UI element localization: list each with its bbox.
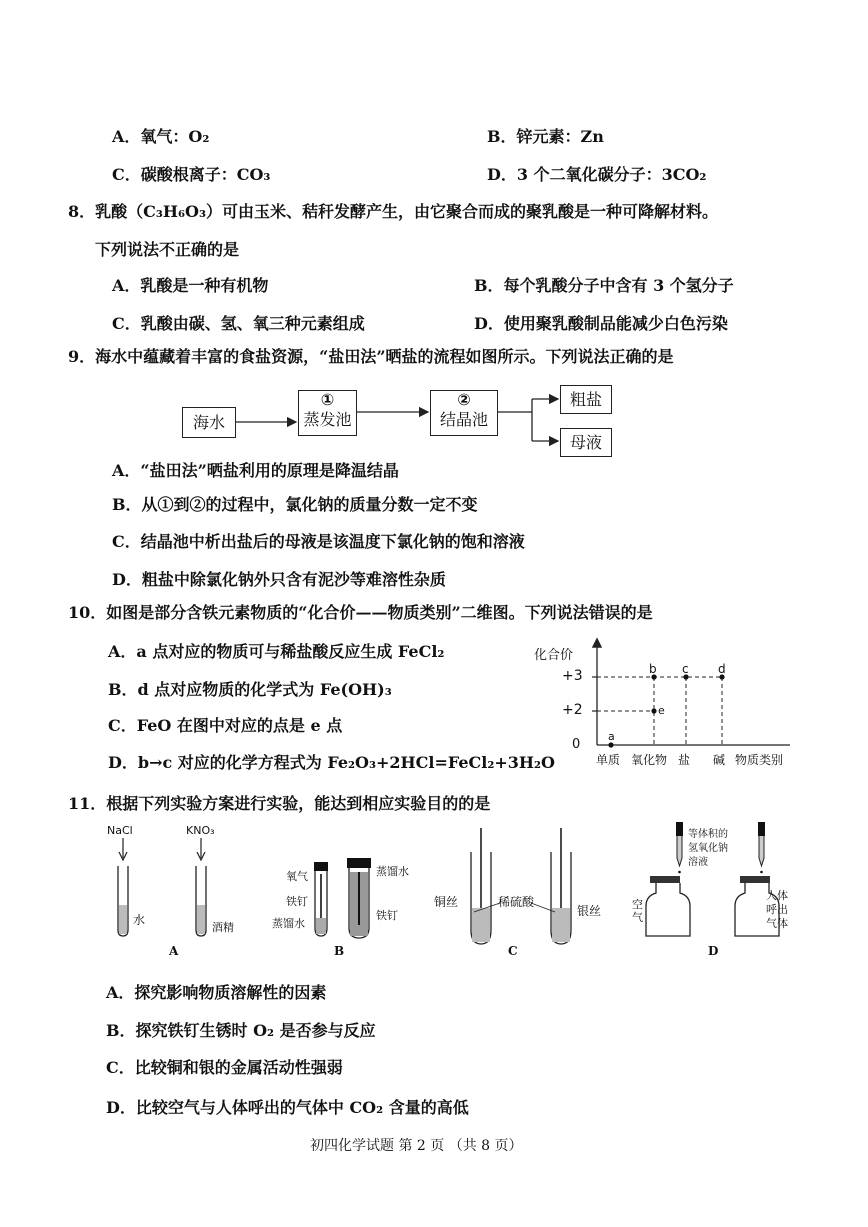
- q8-option-c: C．乳酸由碳、氢、氧三种元素组成: [112, 314, 365, 333]
- q9-stem: 9．海水中蕴藏着丰富的食盐资源，“盐田法”晒盐的流程如图所示。下列说法正确的是: [68, 347, 674, 366]
- point-a-label: a: [608, 730, 615, 743]
- figC-silver-label: 银丝: [577, 904, 602, 918]
- x-axis-label: 物质类别: [735, 753, 784, 767]
- q11-option-b: B．探究铁钉生锈时 O₂ 是否参与反应: [106, 1021, 376, 1040]
- q8-stem: 8．乳酸（C₃H₆O₃）可由玉米、秸秆发酵产生，由它聚合而成的聚乳酸是一种可降解材料。: [68, 202, 718, 221]
- y-tick-plus3: +3: [562, 668, 583, 684]
- crude-salt-box: 粗盐: [560, 385, 612, 414]
- q11-option-d: D．比较空气与人体呼出的气体中 CO₂ 含量的高低: [106, 1098, 469, 1117]
- pool1-number: ①: [320, 390, 335, 409]
- q11-stem: 11．根据下列实验方案进行实验，能达到相应实验目的的是: [68, 794, 491, 813]
- figC-acid-label: 稀硫酸: [498, 895, 535, 909]
- figA-kno3-label: KNO₃: [186, 824, 215, 837]
- point-b-label: b: [649, 662, 657, 676]
- q9-option-a: A．“盐田法”晒盐利用的原理是降温结晶: [112, 461, 399, 480]
- figD-note-line3: 溶液: [688, 857, 708, 868]
- q11-option-c: C．比较铜和银的金属活动性强弱: [106, 1058, 343, 1077]
- point-d-label: d: [718, 662, 726, 676]
- q8-stem-line2: 下列说法不正确的是: [95, 240, 240, 259]
- figure-c-caption: C: [508, 944, 518, 958]
- q10-stem: 10．如图是部分含铁元素物质的“化合价——物质类别”二维图。下列说法错误的是: [68, 603, 653, 622]
- q9-option-b: B．从①到②的过程中，氯化钠的质量分数一定不变: [112, 495, 478, 514]
- q8-option-d: D．使用聚乳酸制品能减少白色污染: [474, 314, 728, 333]
- mother-liquor-box: 母液: [560, 428, 612, 457]
- x-tick-base: 碱: [713, 753, 726, 767]
- figB-water2-label: 蒸馏水: [376, 865, 409, 878]
- figA-nacl-label: NaCl: [107, 824, 133, 837]
- figure-d-caption: D: [708, 944, 719, 958]
- q7-option-a: A．氧气：O₂: [112, 127, 210, 146]
- x-tick-element: 单质: [596, 753, 621, 767]
- figure-b-drawing: [314, 858, 371, 938]
- pool2-label: 结晶池: [439, 410, 488, 429]
- q10-option-c: C．FeO 在图中对应的点是 e 点: [108, 716, 343, 735]
- x-tick-oxide: 氧化物: [631, 753, 668, 767]
- q10-option-d: D．b→c 对应的化学方程式为 Fe₂O₃+2HCl=FeCl₂+3H₂O: [108, 753, 555, 772]
- figA-alcohol-label: 酒精: [212, 921, 234, 934]
- q8-option-a: A．乳酸是一种有机物: [112, 276, 269, 295]
- q11-option-a: A．探究影响物质溶解性的因素: [106, 983, 327, 1002]
- y-tick-zero: 0: [572, 737, 581, 752]
- x-tick-salt: 盐: [678, 753, 691, 767]
- y-tick-plus2: +2: [562, 702, 583, 718]
- q10-option-a: A．a 点对应的物质可与稀盐酸反应生成 FeCl₂: [108, 642, 445, 661]
- figD-air-label: 空气: [632, 898, 643, 924]
- seawater-box: 海水: [182, 407, 236, 438]
- figC-copper-label: 铜丝: [434, 895, 459, 909]
- point-e-label: e: [658, 704, 665, 717]
- figD-note-line2: 氢氧化钠: [688, 843, 728, 854]
- page-footer: 初四化学试题 第 2 页 （共 8 页）: [310, 1138, 523, 1154]
- q9-option-d: D．粗盐中除氯化钠外只含有泥沙等难溶性杂质: [112, 570, 446, 589]
- q7-option-d: D．3 个二氧化碳分子：3CO₂: [487, 165, 707, 184]
- figure-a-caption: A: [169, 944, 179, 958]
- figB-nail2-label: 铁钉: [376, 909, 398, 922]
- figure-b-caption: B: [334, 944, 345, 958]
- q8-option-b: B．每个乳酸分子中含有 3 个氢分子: [474, 276, 734, 295]
- pool2-number: ②: [457, 390, 471, 409]
- q7-option-c: C．碳酸根离子：CO₃: [112, 165, 271, 184]
- q10-option-b: B．d 点对应物质的化学式为 Fe(OH)₃: [108, 680, 392, 699]
- pool1-label: 蒸发池: [303, 410, 352, 429]
- figB-nail1-label: 铁钉: [286, 895, 308, 908]
- figure-a-drawing: [118, 838, 206, 936]
- figD-breath-line3: 气体: [766, 917, 788, 930]
- q7-option-b: B．锌元素：Zn: [487, 127, 604, 146]
- figB-oxygen-label: 氧气: [286, 870, 308, 883]
- q9-option-c: C．结晶池中析出盐后的母液是该温度下氯化钠的饱和溶液: [112, 532, 525, 551]
- figD-note-line1: 等体积的: [688, 829, 728, 840]
- graph-y-label: 化合价: [534, 648, 574, 663]
- point-c-label: c: [682, 662, 689, 676]
- figD-breath-line1: 人体: [766, 889, 788, 902]
- figB-water1-label: 蒸馏水: [272, 917, 305, 930]
- figD-breath-line2: 呼出: [766, 903, 788, 916]
- figure-c-drawing: [471, 828, 571, 944]
- figA-water-label: 水: [133, 913, 146, 927]
